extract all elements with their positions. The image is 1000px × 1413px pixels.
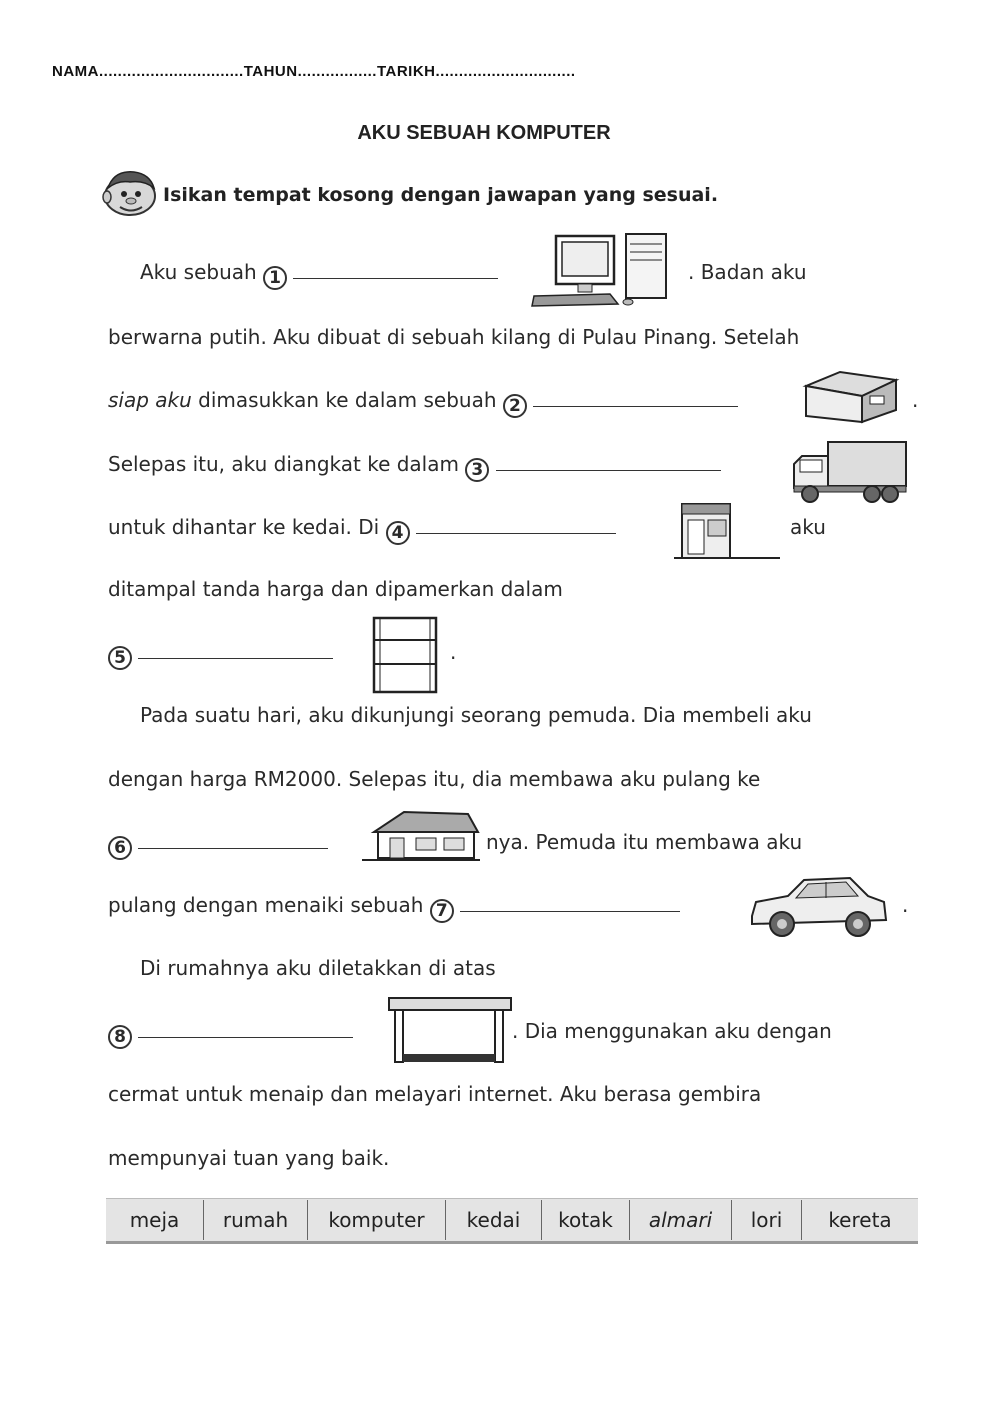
sentence-10	[108, 830, 328, 860]
sentence-2: berwarna putih. Aku dibuat di sebuah kilang di Pulau Pinang. Setelah	[108, 325, 800, 349]
question-number-8: 8	[108, 1025, 132, 1049]
answer-blank-2[interactable]	[533, 405, 738, 407]
sentence-14: cermat untuk menaip dan melayari internet. Aku berasa gembira	[108, 1082, 762, 1106]
sentence-1-end: . Badan aku	[688, 260, 807, 284]
answer-blank-6[interactable]	[138, 847, 328, 849]
question-number-2: 2	[503, 394, 527, 418]
sentence-7-end: .	[450, 640, 457, 664]
table-icon	[385, 994, 515, 1066]
sentence-3-end: .	[912, 388, 919, 412]
sentence-15: mempunyai tuan yang baik.	[108, 1146, 390, 1170]
word-option-kedai[interactable]: kedai	[446, 1200, 542, 1240]
question-number-7: 7	[430, 899, 454, 923]
word-option-kereta[interactable]: kereta	[828, 1208, 892, 1232]
question-number-5: 5	[108, 646, 132, 670]
sentence-8: Pada suatu hari, aku dikunjungi seorang pemuda. Dia membeli aku	[140, 703, 812, 727]
sentence-7	[108, 640, 333, 670]
worksheet-title: AKU SEBUAH KOMPUTER	[357, 122, 611, 144]
sentence-11-text: pulang dengan menaiki sebuah	[108, 893, 424, 917]
name-field[interactable]: ...............................	[99, 63, 244, 80]
sentence-3-italic: siap aku	[108, 388, 192, 412]
question-number-6: 6	[108, 836, 132, 860]
sentence-10-end: nya. Pemuda itu membawa aku	[486, 830, 803, 854]
answer-blank-3[interactable]	[496, 469, 721, 471]
name-label: NAMA	[52, 63, 99, 80]
sentence-4-text: Selepas itu, aku diangkat ke dalam	[108, 452, 459, 476]
year-label: TAHUN	[243, 63, 298, 80]
sentence-11-end: .	[902, 893, 909, 917]
word-bank	[106, 1198, 918, 1244]
year-field[interactable]: .................	[297, 63, 377, 80]
box-icon	[800, 366, 900, 424]
instruction-text: Isikan tempat kosong dengan jawapan yang sesuai.	[163, 184, 719, 206]
answer-blank-5[interactable]	[138, 657, 333, 659]
word-option-meja[interactable]: meja	[106, 1200, 204, 1240]
sentence-1	[140, 260, 498, 290]
lorry-icon	[788, 436, 910, 504]
house-icon	[360, 808, 482, 864]
sentence-3	[108, 388, 738, 418]
student-info-header	[52, 63, 957, 80]
answer-blank-1[interactable]	[293, 277, 498, 279]
question-number-4: 4	[386, 521, 410, 545]
boy-face-icon	[100, 166, 158, 218]
question-number-1: 1	[263, 266, 287, 290]
sentence-5	[108, 515, 616, 545]
sentence-4	[108, 452, 721, 482]
word-option-almari[interactable]: almari	[630, 1200, 732, 1240]
date-field[interactable]: ..............................	[435, 63, 576, 80]
computer-icon	[530, 232, 680, 308]
sentence-13-end: . Dia menggunakan aku dengan	[512, 1019, 832, 1043]
cupboard-icon	[370, 614, 442, 696]
answer-blank-8[interactable]	[138, 1036, 353, 1038]
word-option-kotak[interactable]: kotak	[542, 1200, 630, 1240]
sentence-3-text: dimasukkan ke dalam sebuah	[191, 388, 497, 412]
sentence-13	[108, 1019, 353, 1049]
sentence-9: dengan harga RM2000. Selepas itu, dia membawa aku pulang ke	[108, 767, 761, 791]
sentence-12: Di rumahnya aku diletakkan di atas	[140, 956, 496, 980]
question-number-3: 3	[465, 458, 489, 482]
date-label: TARIKH	[376, 63, 436, 80]
word-option-komputer[interactable]: komputer	[308, 1200, 446, 1240]
sentence-6: ditampal tanda harga dan dipamerkan dalam	[108, 577, 563, 601]
shop-icon	[672, 500, 782, 562]
sentence-5-end: aku	[790, 515, 826, 539]
word-option-rumah[interactable]: rumah	[204, 1200, 308, 1240]
sentence-5-text: untuk dihantar ke kedai. Di	[108, 515, 380, 539]
answer-blank-7[interactable]	[460, 910, 680, 912]
sentence-1-text: Aku sebuah	[140, 260, 257, 284]
word-option-lori[interactable]: lori	[732, 1200, 802, 1240]
car-icon	[746, 872, 891, 944]
answer-blank-4[interactable]	[416, 532, 616, 534]
sentence-11	[108, 893, 680, 923]
